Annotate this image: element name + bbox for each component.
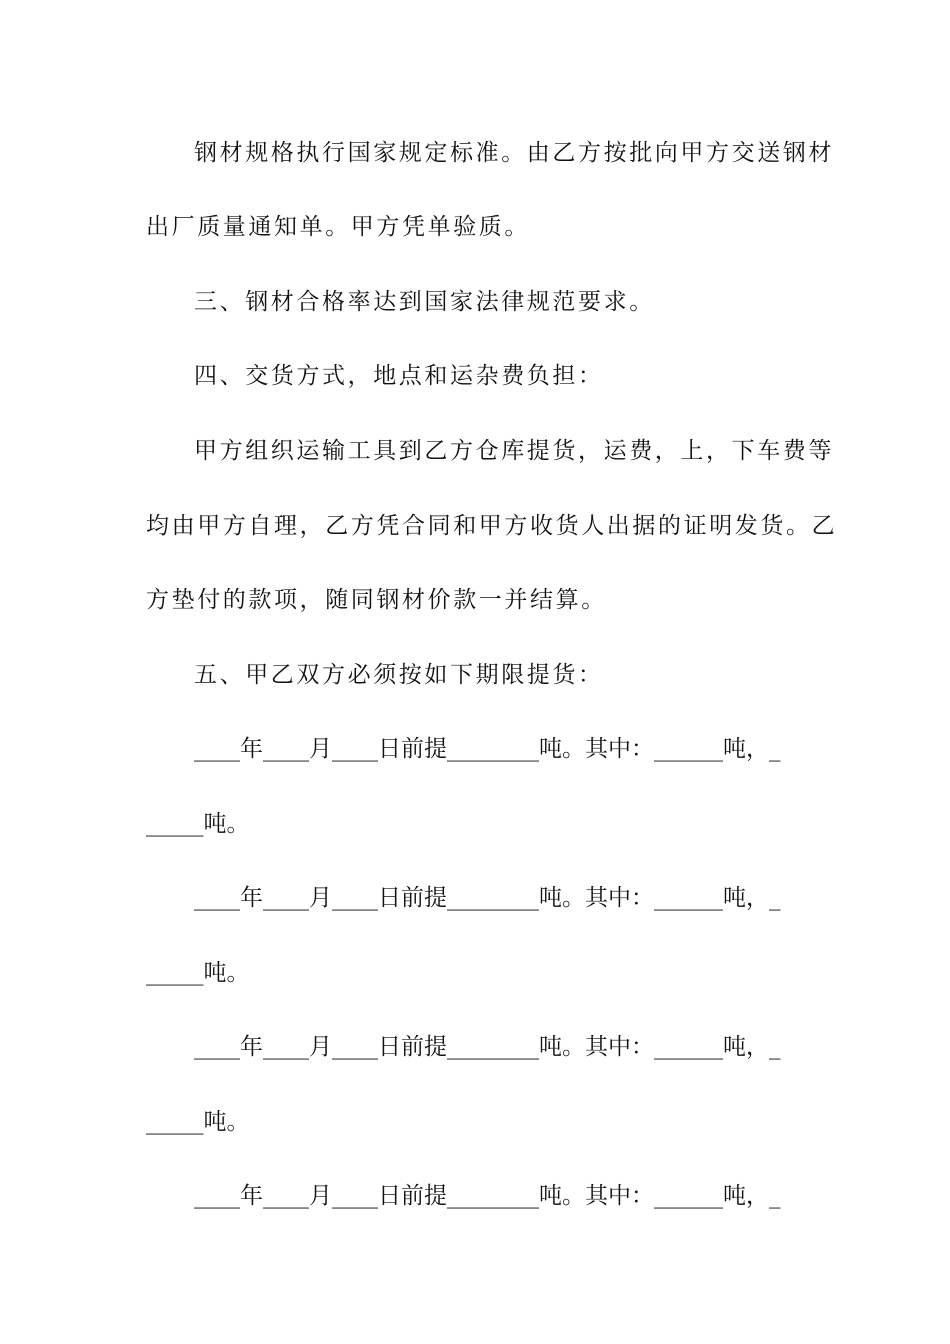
delivery-schedule-line: ____年____月____日前提________吨。其中：______吨，_ — [194, 885, 781, 911]
paragraph-line: 钢材规格执行国家规定标准。由乙方按批向甲方交送钢材 — [194, 140, 834, 166]
delivery-schedule-continuation: _____吨。 — [146, 1109, 250, 1135]
delivery-schedule-line: ____年____月____日前提________吨。其中：______吨，_ — [194, 1034, 781, 1060]
paragraph-line: 出厂质量通知单。甲方凭单验质。 — [146, 214, 530, 240]
delivery-schedule-continuation: _____吨。 — [146, 811, 250, 837]
paragraph-line: 均由甲方自理，乙方凭合同和甲方收货人出据的证明发货。乙 — [146, 513, 838, 539]
delivery-schedule-line: ____年____月____日前提________吨。其中：______吨，_ — [194, 1183, 781, 1209]
clause-5-heading: 五、甲乙双方必须按如下期限提货： — [194, 662, 604, 688]
paragraph-line: 甲方组织运输工具到乙方仓库提货，运费，上，下车费等 — [194, 438, 834, 464]
paragraph-line: 方垫付的款项，随同钢材价款一并结算。 — [146, 587, 607, 613]
delivery-schedule-continuation: _____吨。 — [146, 960, 250, 986]
delivery-schedule-line: ____年____月____日前提________吨。其中：______吨，_ — [194, 736, 781, 762]
clause-4-heading: 四、交货方式，地点和运杂费负担： — [194, 363, 604, 389]
clause-3-line: 三、钢材合格率达到国家法律规范要求。 — [194, 289, 655, 315]
